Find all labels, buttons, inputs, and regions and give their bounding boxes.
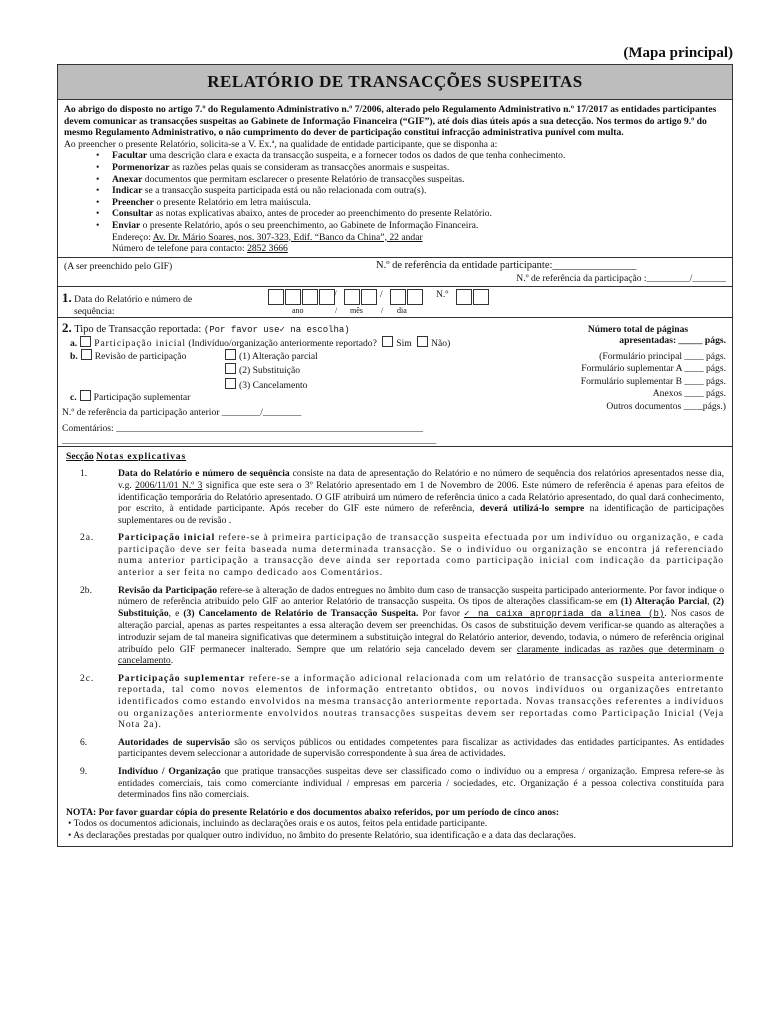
participation-ref-field[interactable]: N.º de referência da participação :_________/_______ — [516, 272, 726, 284]
comments-line-2[interactable]: ______________________________________________________________________________ — [62, 434, 437, 446]
note-6: 6. Autoridades de supervisão são os serviços públicos ou entidades competentes para fiscalizar as actividades das entidades participantes. As entidades participantes devem seleccionar a autoridade de supervisão correspondente à sua área de actividades. — [80, 736, 724, 760]
instruction-item: • Pormenorizar as razões pelas quais se consideram as transacções anormais e suspeitas. — [96, 162, 726, 174]
form-title: RELATÓRIO DE TRANSACÇÕES SUSPEITAS — [58, 65, 732, 100]
page-count-row[interactable]: Formulário suplementar B ____ págs. — [580, 375, 726, 387]
intro-legal-paragraph: Ao abrigo do disposto no artigo 7.º do Regulamento Administrativo n.º 7/2006, alterado pelo Regulamento Administrativo n.º 17/2017 as entidades participantes devem comunicar as transacções suspeitas ao Gabinete de Informação Financeira (“GIF”), até dois dias úteis após a sua detecção. Nos termos do artigo 9.º do mesmo Regulamento Administrativo, o não cumprimento do dever de participação constitui infracção administrativa punível com multa. — [64, 104, 717, 139]
revision-checkbox[interactable] — [81, 349, 92, 360]
month-input[interactable] — [344, 289, 378, 305]
phone-line: Número de telefone para contacto: 2852 3666 — [112, 243, 288, 255]
day-input[interactable] — [390, 289, 424, 305]
type-title: Tipo de Transacção reportada: — [74, 323, 202, 335]
notes-heading: Secção Notas explicativas — [66, 450, 187, 462]
cancellation-checkbox[interactable] — [225, 378, 236, 389]
entity-ref-field[interactable]: N.º de referência da entidade participante:________________ — [376, 259, 637, 271]
form-page — [57, 44, 733, 847]
nota-block: NOTA: Por favor guardar cópia do presente Relatório e dos documentos abaixo referidos, por um período de cinco anos: • Todos os documentos adicionais, incluindo as declarações orais e os autos, feitos pela entidade participante. • As declarações prestadas por qualquer outro indivíduo, no âmbito do presente Relatório, sua identificação e a data das declarações. — [66, 806, 576, 841]
initial-participation-checkbox[interactable] — [80, 336, 91, 347]
note-9: 9. Indivíduo / Organização que pratique transacções suspeitas deve ser classificado como o indivíduo ou a empresa / organização. Empresa refere-se às entidades comerciais, tais como comerciante individual / empresas em parceria / sociedades, etc. Organização é a pessoa colectiva constituída para determinados fins não comerciais. — [80, 765, 724, 801]
section-number: 1. — [62, 289, 72, 305]
phone-text: 2852 3666 — [247, 243, 288, 255]
form-box — [57, 64, 733, 847]
explanatory-notes — [58, 446, 732, 846]
comments-field[interactable]: Comentários: ________________________________________________________________ — [62, 422, 424, 434]
note-2c: 2c. Participação suplementar refere-se a informação adicional relacionada com um relatório de transacção suspeita anteriormente reportada, tal como novos elementos de informação entretanto obtidos, ou novos indivíduos ou organizações entretanto identificados como estando envolvidos na mesma transacção anteriormente reportada. Novas transacções referentes a indivíduos ou organizações anteriormente envolvidos noutras transacções suspeitas devem ser reportadas como Participação Inicial (Veja Nota 2a). — [80, 672, 724, 731]
instruction-item: • Indicar se a transacção suspeita participada está ou não relacionada com outra(s). — [96, 185, 726, 197]
sim-checkbox[interactable] — [382, 336, 393, 347]
gif-section — [58, 257, 732, 286]
seq-label: N.º — [436, 288, 449, 300]
page-count-row[interactable]: Formulário suplementar A ____ págs. — [581, 363, 726, 375]
nao-checkbox[interactable] — [417, 336, 428, 347]
section-1-date: 1. Data do Relatório e número de sequência: / / N.º ano / mês / dia — [58, 286, 732, 317]
intro-request-paragraph: Ao preencher o presente Relatório, solicita-se a V. Ex.ª, na qualidade de entidade participante, que se disponha a: — [64, 138, 498, 150]
pages-box: Número total de páginas apresentadas: _____ págs. (Formulário principal ____ págs. Formulário suplementar A ____ págs. Formulário suplementar B ____ págs. Anexos ____ págs. Outros documentos ____págs.) — [550, 324, 726, 414]
address-text: Av. Dr. Mário Soares, nos. 307-323, Edif. “Banco da China”, 22 andar — [152, 231, 423, 243]
map-label: (Mapa principal) — [623, 45, 733, 61]
instruction-item: • Anexar documentos que permitam esclarecer o presente Relatório de transacções suspeitas. — [96, 174, 726, 186]
note-1: 1. Data do Relatório e número de sequência consiste na data de apresentação do Relatório e no número de sequência dos relatórios apresentados nesse dia, v.g. 2006/11/01 N.º 3 significa que este sera o 3º Relatório apresentado em 1 de Novembro de 2006. Este número de referência é apenas para efeitos de identificação temporária do Relatório apresentado. O GIF atribuirá um número de referência único a cada Relatório apresentado, do qual dará conhecimento, por escrito, à entidade participante. Após receber do GIF este número de referência, deverá utilizá-lo sempre na identificação de participações suplementares ou de revisão . — [80, 468, 725, 526]
partial-alteration-checkbox[interactable] — [225, 349, 236, 360]
note-2a: 2a. Participação inicial refere-se à primeira participação de transacção suspeita efectuada por um indivíduo ou organização, e cada participação deve ser feita baseada numa determinada transacção. Se o indivíduo ou organização se encontra já referenciado numa anterior participação a transacção deve ainda ser reportada como participação inicial com indicação da participação anterior a ser feita no campo dedicado aos Comentários. — [80, 532, 724, 579]
page-count-row[interactable]: Outros documentos ____págs.) — [606, 400, 726, 412]
instruction-item: • Preencher o presente Relatório em letra maiúscula. — [96, 197, 726, 209]
section-2-type: 2. Tipo de Transacção reportada: (Por favor use✓ na escolha) a. Participação inicial (Indivíduo/organização anteriormente reportado? Sim Não) b. Revisão de participação (1) Alteração parcial (2) Substituição (3) Cancelamento c. Participação suplementar N.º de referência da participação anterior ________/________ Comentários: ________________________________________________________________ ______________________________________________________________________________ Número total de páginas apresentadas: _____ págs. (Formulário principal ____ págs. Formulário suplementar A ____ págs. Formulário suplementar B ____ págs. Anexos ____ págs. Outros documentos ____págs.) — [58, 317, 732, 446]
note-2b: 2b. Revisão da Participação refere-se à alteração de dados entregues no âmbito dum caso de transacção suspeita participado anteriormente. Por favor indique o número de referência atribuído pelo GIF ao anterior Relatório de transacção suspeita. Os tipos de alterações classificam-se em (1) Alteração Parcial, (2) Substituição, e (3) Cancelamento de Relatório de Transacção Suspeita. Por favor ✓ na caixa apropriada da alínea (b). Nos casos de alteração parcial, apenas as partes respeitantes a essa alteração devem ser preenchidas. Os casos de substituição devem verificar-se quando as alterações a introduzir sejam de tal maneira significativas que determinem a substituição integral do Relatório anterior, devendo, todavia, o número de referência original atribuído pelo GIF permanecer inalterado. Sempre que um relatório seja cancelado devem ser claramente indicadas as razões que determinam o cancelamento. — [80, 584, 725, 667]
instruction-item: • Facultar uma descrição clara e exacta da transacção suspeita, e a fornecer todos os dados de que tenha conhecimento. — [96, 150, 726, 162]
type-hint: (Por favor use✓ na escolha) — [203, 324, 350, 335]
sequence-input[interactable] — [456, 289, 490, 305]
instruction-list — [64, 150, 726, 231]
date-label: Data do Relatório e número de — [74, 293, 193, 305]
page-count-row[interactable]: (Formulário principal ____ págs. — [599, 350, 726, 362]
previous-ref-field[interactable]: N.º de referência da participação anterior ________/________ — [62, 406, 302, 418]
page-count-row[interactable]: Anexos ____ págs. — [652, 388, 726, 400]
intro-section — [58, 100, 732, 257]
instruction-item: • Consultar as notas explicativas abaixo, antes de proceder ao preenchimento do presente Relatório. — [96, 208, 726, 220]
substitution-checkbox[interactable] — [225, 363, 236, 374]
year-input[interactable] — [268, 289, 336, 305]
gif-label: (A ser preenchido pelo GIF) — [64, 260, 173, 272]
address-line: Endereço: Av. Dr. Mário Soares, nos. 307-323, Edif. “Banco da China”, 22 andar — [112, 231, 423, 243]
instruction-item: • Enviar o presente Relatório, após o seu preenchimento, ao Gabinete de Informação Financeira. — [96, 220, 726, 232]
supplementary-checkbox[interactable] — [80, 390, 91, 401]
